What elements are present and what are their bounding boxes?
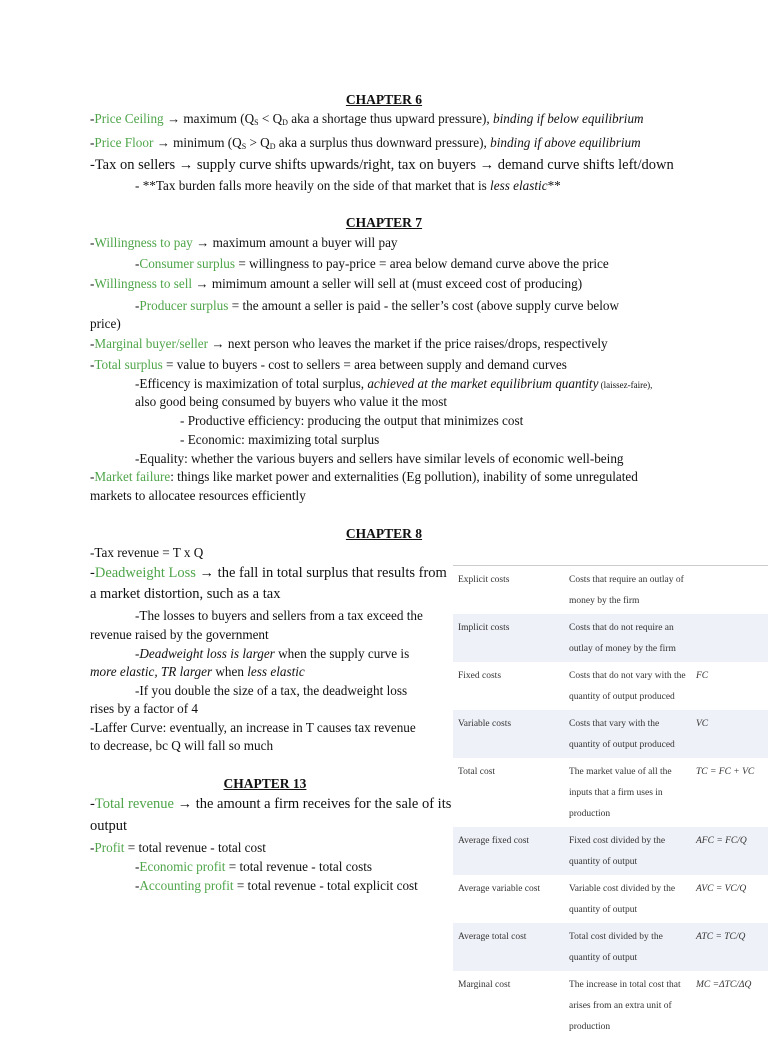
accounting-profit-line: -Accounting profit = total revenue - total explicit cost xyxy=(135,878,418,893)
cost-definition-cell: The market value of all the inputs that a firm uses in production xyxy=(569,767,672,819)
efficiency-line: -Efficency is maximization of total surplus, achieved at the market equilibrium quantity (laissez-faire), xyxy=(135,376,653,391)
laffer-curve-line-2: to decrease, bc Q will fall so much xyxy=(90,738,274,753)
cost-definition-cell: Costs that vary with the quantity of output produced xyxy=(569,719,675,750)
willingness-to-pay-line: -Willingness to pay → maximum amount a buyer will pay xyxy=(90,235,398,250)
losses-line-2: revenue raised by the government xyxy=(90,627,269,642)
total-revenue-line-2: output xyxy=(90,818,128,834)
cost-formula-cell: ATC = TC/Q xyxy=(696,932,746,942)
cost-formula-cell: AVC = VC/Q xyxy=(696,884,747,894)
cost-formula-cell xyxy=(691,566,768,615)
chapter-6-heading: CHAPTER 6 xyxy=(345,92,423,107)
cost-table-row xyxy=(453,758,768,827)
cost-table-row xyxy=(453,566,768,615)
cost-definition-cell: The increase in total cost that arises from an extra unit of production xyxy=(569,980,681,1032)
cost-definition-cell: Total cost divided by the quantity of output xyxy=(569,932,663,963)
consumer-surplus-line: -Consumer surplus = willingness to pay-price = area below demand curve above the price xyxy=(135,256,609,271)
dwl-larger-line: -Deadweight loss is larger when the supply curve is xyxy=(135,646,410,661)
cost-name-cell: Implicit costs xyxy=(458,623,510,633)
price-ceiling-line: -Price Ceiling → maximum ($Q_S < Q_D$ aka a shortage thus upward pressure), binding if below equilibrium xyxy=(90,111,644,127)
market-failure-line: -Market failure: things like market power and externalities (Eg pollution), inability of some unregulated xyxy=(90,469,638,484)
price-floor-term: Price Floor xyxy=(94,135,154,150)
cost-definition-cell: Fixed cost divided by the quantity of output xyxy=(569,836,666,867)
chapter-8-heading: CHAPTER 8 xyxy=(345,526,423,541)
total-revenue-line: -Total revenue → the amount a firm receives for the sale of its xyxy=(90,796,452,812)
cost-definition-cell: Costs that do not require an outlay of money by the firm xyxy=(569,623,676,654)
cost-definition-cell: Costs that require an outlay of money by the firm xyxy=(564,566,691,615)
market-failure-line-2: markets to allocatee resources efficiently xyxy=(90,488,306,503)
cost-formula-cell xyxy=(691,614,768,662)
cost-definitions-table xyxy=(453,565,768,1040)
producer-surplus-line: -Producer surplus = the amount a seller is paid - the seller’s cost (above supply curve below xyxy=(135,298,620,313)
total-surplus-line: -Total surplus = value to buyers - cost to sellers = area between supply and demand curves xyxy=(90,357,567,372)
equality-line: -Equality: whether the various buyers and sellers have similar levels of economic well-being xyxy=(135,451,624,466)
cost-formula-cell: FC xyxy=(696,671,709,681)
cost-table-row xyxy=(453,710,768,758)
economic-efficiency-line: - Economic: maximizing total surplus xyxy=(180,432,380,447)
cost-name-cell: Total cost xyxy=(458,767,496,777)
tax-burden-line: - **Tax burden falls more heavily on the side of that market that is less elastic** xyxy=(135,178,561,193)
efficiency-line-2: also good being consumed by buyers who value it the most xyxy=(135,394,448,409)
cost-name-cell: Average fixed cost xyxy=(458,836,530,846)
tax-revenue-line: -Tax revenue = T x Q xyxy=(90,545,204,560)
profit-line: -Profit = total revenue - total cost xyxy=(90,840,266,855)
cost-name-cell: Average variable cost xyxy=(458,884,541,894)
producer-surplus-line-2: price) xyxy=(90,316,121,331)
cost-formula-cell: MC =ΔTC/ΔQ xyxy=(696,980,752,990)
cost-table-row xyxy=(453,827,768,875)
more-elastic-line: more elastic, TR larger when less elastic xyxy=(90,664,305,679)
price-floor-line: -Price Floor → minimum ($Q_S > Q_D$ aka a surplus thus downward pressure), binding if above equilibrium xyxy=(90,135,641,151)
tax-shift-line: -Tax on sellers → supply curve shifts upwards/right, tax on buyers → demand curve shifts left/down xyxy=(90,157,674,173)
double-tax-line: -If you double the size of a tax, the deadweight loss xyxy=(135,683,408,698)
cost-table-row xyxy=(453,971,768,1040)
economic-profit-line: -Economic profit = total revenue - total costs xyxy=(135,859,373,874)
cost-name-cell: Average total cost xyxy=(458,932,527,942)
productive-efficiency-line: - Productive efficiency: producing the output that minimizes cost xyxy=(180,413,524,428)
double-tax-line-2: rises by a factor of 4 xyxy=(90,701,199,716)
cost-table-row xyxy=(453,875,768,923)
chapter-13-heading: CHAPTER 13 xyxy=(223,776,307,791)
cost-formula-cell: AFC = FC/Q xyxy=(696,836,747,846)
cost-table-row xyxy=(453,662,768,710)
cost-name-cell: Explicit costs xyxy=(453,566,564,615)
laffer-curve-line: -Laffer Curve: eventually, an increase in T causes tax revenue xyxy=(90,720,416,735)
cost-definition-cell: Variable cost divided by the quantity of output xyxy=(569,884,676,915)
deadweight-loss-line: -Deadweight Loss → the fall in total surplus that results from xyxy=(90,565,447,581)
cost-name-cell: Marginal cost xyxy=(458,980,511,990)
cost-formula-cell: TC = FC + VC xyxy=(696,767,755,777)
losses-line: -The losses to buyers and sellers from a tax exceed the xyxy=(135,608,423,623)
deadweight-loss-line-2: a market distortion, such as a tax xyxy=(90,586,281,602)
cost-name-cell: Fixed costs xyxy=(458,671,502,681)
cost-name-cell: Variable costs xyxy=(458,719,512,729)
chapter-7-heading: CHAPTER 7 xyxy=(345,215,423,230)
cost-table-row xyxy=(453,614,768,662)
marginal-buyer-line: -Marginal buyer/seller → next person who leaves the market if the price raises/drops, respectively xyxy=(90,336,608,351)
price-ceiling-term: Price Ceiling xyxy=(94,111,164,126)
willingness-to-sell-line: -Willingness to sell → mimimum amount a seller will sell at (must exceed cost of producing) xyxy=(90,276,583,291)
cost-definition-cell: Costs that do not vary with the quantity of output produced xyxy=(569,671,686,702)
cost-formula-cell: VC xyxy=(696,719,709,729)
cost-table-row xyxy=(453,923,768,971)
